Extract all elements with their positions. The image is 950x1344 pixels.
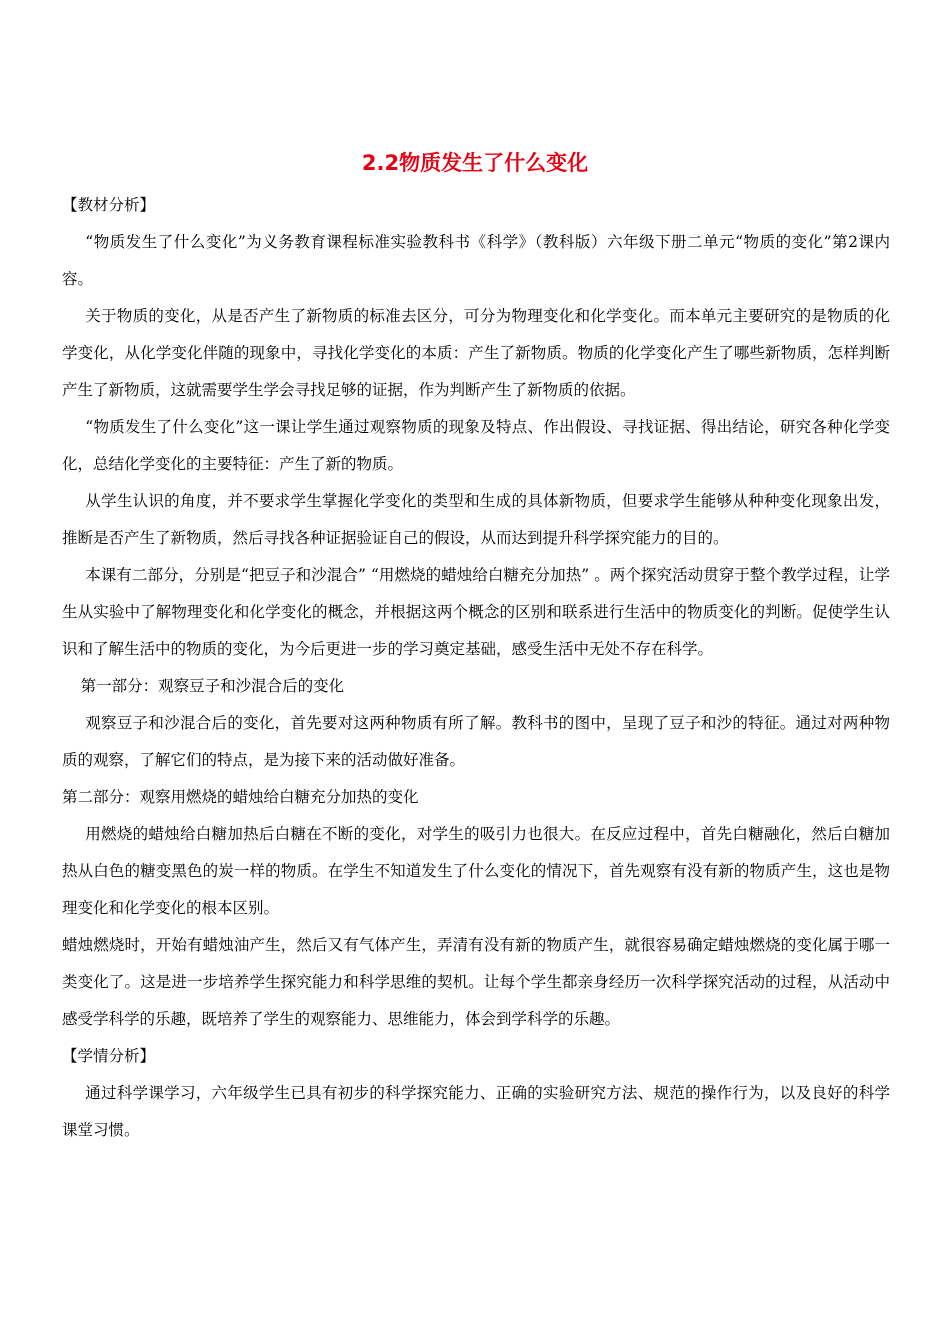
part1-heading: 第一部分：观察豆子和沙混合后的变化: [80, 677, 345, 695]
section-heading-material-analysis: 【教材分析】: [62, 196, 156, 214]
page-title: 2.2物质发生了什么变化: [361, 151, 589, 175]
paragraph: 关于物质的变化，从是否产生了新物质的标准去区分，可分为物理变化和化学变化。而本单元主要研究的是物质的化学变化，从化学变化伴随的现象中，寻找化学变化的本质：产生了新物质。物质的化学变化产生了哪些新物质，怎样判断产生了新物质，这就需要学生学会寻找足够的证据，作为判断产生了新物质的依据。: [62, 307, 890, 399]
section-heading-student-analysis: 【学情分析】: [62, 1047, 156, 1065]
paragraph: “物质发生了什么变化”这一课让学生通过观察物质的现象及特点、作出假设、寻找证据、得出结论，研究各种化学变化，总结化学变化的主要特征：产生了新的物质。: [62, 418, 890, 473]
paragraph: “物质发生了什么变化”为义务教育课程标准实验教科书《科学》（教科版）六年级下册二单元“物质的变化”第2课内容。: [62, 233, 890, 288]
paragraph: 蜡烛燃烧时，开始有蜡烛油产生，然后又有气体产生，弄清有没有新的物质产生，就很容易确定蜡烛燃烧的变化属于哪一类变化了。这是进一步培养学生探究能力和科学思维的契机。让每个学生都亲身经历一次科学探究活动的过程，从活动中感受学科学的乐趣，既培养了学生的观察能力、思维能力，体会到学科学的乐趣。: [62, 936, 890, 1028]
paragraph: 从学生认识的角度，并不要求学生掌握化学变化的类型和生成的具体新物质，但要求学生能够从种种变化现象出发，推断是否产生了新物质，然后寻找各种证据验证自己的假设，从而达到提升科学探究能力的目的。: [62, 492, 890, 547]
paragraph: 观察豆子和沙混合后的变化，首先要对这两种物质有所了解。教科书的图中，呈现了豆子和沙的特征。通过对两种物质的观察，了解它们的特点，是为接下来的活动做好准备。: [62, 714, 890, 769]
paragraph: 用燃烧的蜡烛给白糖加热后白糖在不断的变化，对学生的吸引力也很大。在反应过程中，首先白糖融化，然后白糖加热从白色的糖变黑色的炭一样的物质。在学生不知道发生了什么变化的情况下，首先观察有没有新的物质产生，这也是物理变化和化学变化的根本区别。: [62, 825, 890, 917]
paragraph: 本课有二部分，分别是“把豆子和沙混合” “用燃烧的蜡烛给白糖充分加热” 。两个探究活动贯穿于整个教学过程，让学生从实验中了解物理变化和化学变化的概念，并根据这两个概念的区别和联系进行生活中的物质变化的判断。促使学生认识和了解生活中的物质的变化，为今后更进一步的学习奠定基础，感受生活中无处不存在科学。: [62, 566, 890, 658]
part2-heading: 第二部分：观察用燃烧的蜡烛给白糖充分加热的变化: [62, 788, 419, 806]
paragraph: 通过科学课学习，六年级学生已具有初步的科学探究能力、正确的实验研究方法、规范的操作行为，以及良好的科学课堂习惯。: [62, 1084, 890, 1139]
document-body: [62, 187, 890, 1149]
